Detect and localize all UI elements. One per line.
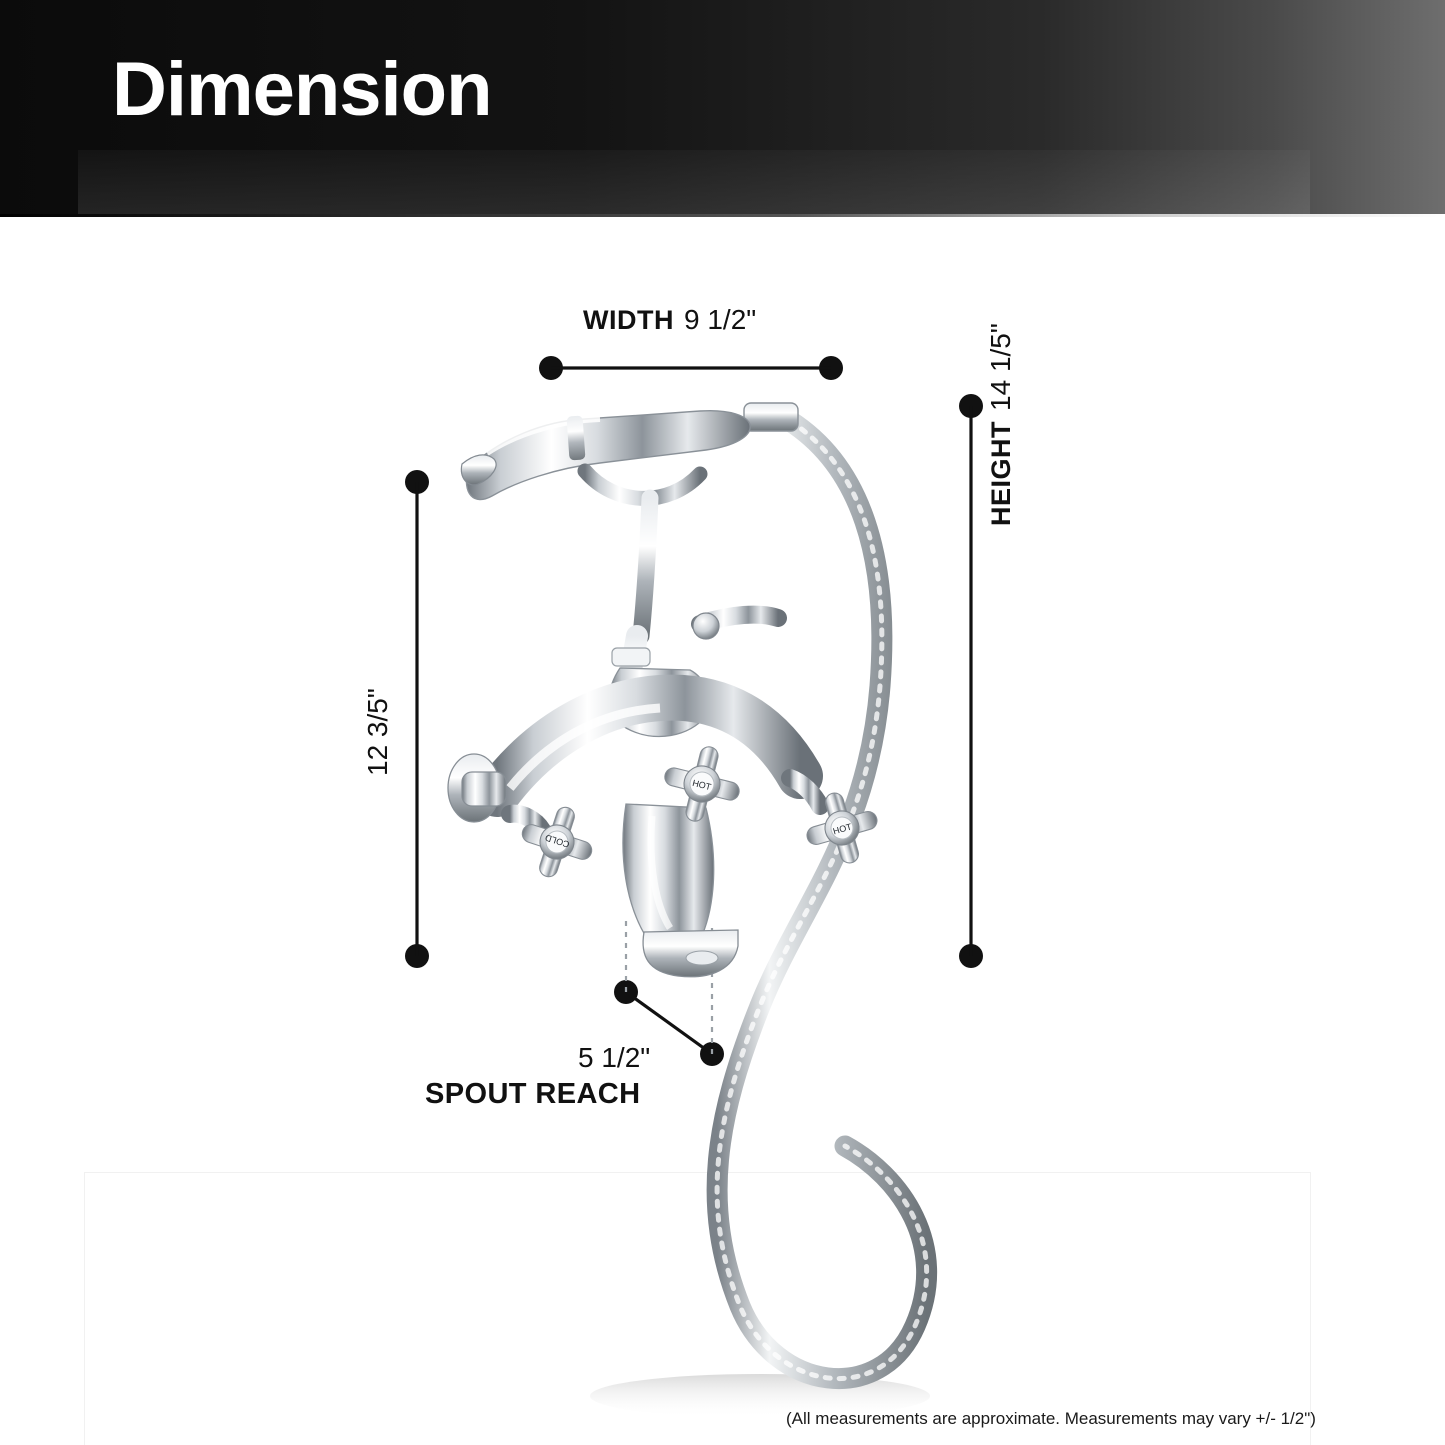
shower-holder: [585, 471, 700, 702]
shower-hose: [717, 421, 927, 1379]
handle-label-hot: HOT: [831, 821, 853, 837]
width-value: 9 1/2": [683, 304, 757, 335]
faucet-illustration: [0, 216, 1445, 1445]
width-label-text: WIDTH: [583, 305, 674, 335]
center-height-dimension-line: [405, 470, 429, 968]
height-label: [985, 323, 1017, 526]
height-label-text: HEIGHT: [986, 420, 1016, 526]
handle-label-cold: COLD: [543, 832, 571, 850]
height-value: 14 1/5": [985, 323, 1016, 411]
footnote: (All measurements are approximate. Measurements may vary +/- 1/2"): [786, 1409, 1316, 1428]
width-dimension-line: [539, 356, 843, 380]
center-height-value: 12 3/5": [362, 688, 393, 776]
tub-spout: [623, 804, 738, 977]
handle-label-diverter: HOT: [691, 777, 713, 793]
width-label: [583, 304, 756, 336]
hose-connector-top: [744, 403, 798, 431]
handle-cold: [510, 797, 602, 888]
spout-reach-label: SPOUT REACH: [425, 1078, 641, 1110]
faucet-body: [448, 613, 800, 822]
header-gloss: [78, 150, 1310, 216]
page-title: Dimension: [112, 47, 492, 132]
diagram-stage: [0, 216, 1445, 1445]
holder-collar: [612, 648, 650, 666]
spout-reach-value: 5 1/2": [578, 1042, 651, 1073]
height-dimension-line: [959, 394, 983, 968]
header-banner: [0, 0, 1445, 216]
